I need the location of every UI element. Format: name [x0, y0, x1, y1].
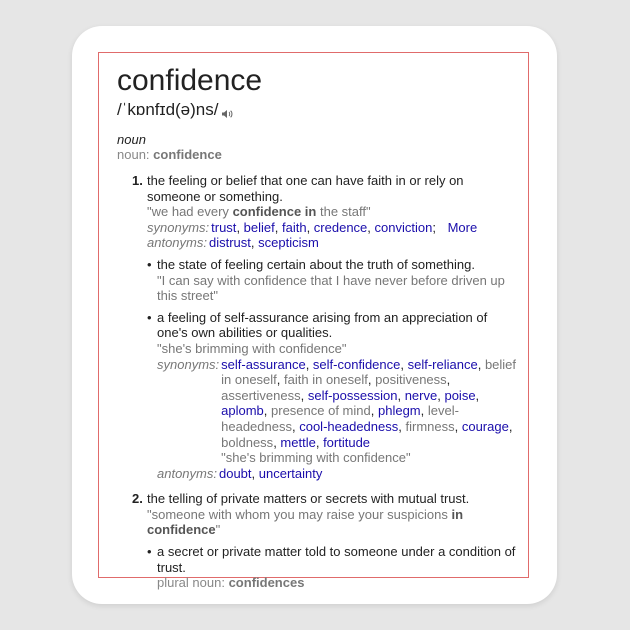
synonyms-list: self-assurance, self-confidence, self-reliance, belief in oneself, faith in oneself, positiveness, assertiveness, self-possession, nerve, poise, aplomb, presence of mind, phlegm, level-headedness, cool-headedness, firmness, courage, boldness, mettle, fortitude "she's brimming with confidence" — [221, 357, 520, 466]
subsense — [147, 256, 520, 304]
example-text: " — [215, 522, 221, 538]
antonym-link[interactable]: doubt — [218, 465, 252, 481]
synonym-link[interactable]: credence — [313, 219, 368, 235]
synonyms-label: synonyms: — [147, 219, 210, 235]
synonym-link[interactable]: faith — [281, 219, 307, 235]
noun-form: confidence — [153, 147, 222, 162]
synonym-link[interactable]: self-assurance — [221, 356, 306, 372]
headword: confidence — [117, 64, 263, 97]
synonyms-row — [157, 357, 520, 466]
synonym-link[interactable]: belief — [243, 219, 275, 235]
plural-form: confidences — [228, 575, 305, 591]
synonym-link[interactable]: fortitude — [323, 434, 371, 450]
synonym-link[interactable]: nerve — [404, 387, 438, 403]
synonym-link[interactable]: cool-headedness — [299, 418, 399, 434]
sense-number: 2. — [132, 491, 143, 507]
sense-number: 1. — [132, 173, 143, 188]
example-text: "someone with whom you may raise your suspicions — [147, 506, 452, 522]
synonym-text: faith in oneself — [284, 372, 368, 388]
antonym-link[interactable]: scepticism — [258, 235, 319, 251]
synonym-link[interactable]: phlegm — [377, 403, 421, 419]
part-of-speech: noun — [117, 132, 146, 147]
more-synonyms-link[interactable]: More — [447, 219, 478, 235]
synonyms-label: synonyms: — [157, 356, 220, 372]
antonyms-row — [147, 235, 520, 251]
pronunciation — [117, 99, 520, 121]
subsense — [147, 309, 520, 482]
definition: a secret or private matter told to someone under a condition of trust. — [157, 544, 516, 575]
subsense — [147, 544, 520, 591]
synonym-link[interactable]: poise — [444, 387, 476, 403]
example-bold: in confidence — [147, 506, 464, 538]
example: "she's brimming with confidence" — [157, 340, 347, 356]
speaker-icon[interactable] — [221, 109, 233, 119]
definition: a feeling of self-assurance arising from an appreciation of one's own abilities or qualities. — [157, 309, 488, 341]
synonym-text: presence of mind — [271, 403, 371, 419]
synonym-link[interactable]: self-reliance — [407, 356, 478, 372]
synonym-text: positiveness — [375, 372, 447, 388]
plural-line — [157, 575, 520, 591]
example: "I can say with confidence that I have never before driven up this street" — [157, 272, 505, 304]
synonym-link[interactable]: self-possession — [307, 387, 398, 403]
antonyms-row — [157, 466, 520, 482]
synonym-text: assertiveness — [221, 387, 301, 403]
synonym-link[interactable]: conviction — [374, 219, 433, 235]
sense-1 — [132, 173, 520, 481]
antonym-link[interactable]: uncertainty — [258, 465, 323, 481]
bullet: • — [147, 309, 152, 325]
antonym-link[interactable]: distrust — [208, 235, 251, 251]
noun-form-prefix: noun: — [117, 147, 150, 162]
plural-prefix: plural noun: — [157, 575, 225, 591]
bullet: • — [147, 544, 152, 560]
antonyms-label: antonyms: — [157, 465, 217, 481]
synonym-link[interactable]: self-confidence — [312, 356, 401, 372]
synonym-text: level-headedness — [221, 403, 459, 434]
antonyms-list: distrust, scepticism — [208, 235, 319, 251]
dictionary-card — [98, 52, 529, 591]
noun-form-line — [117, 147, 520, 163]
example — [147, 507, 520, 538]
synonym-text: boldness — [221, 434, 274, 450]
definition: the state of feeling certain about the truth of something. — [157, 256, 475, 272]
sense-2 — [132, 491, 520, 591]
synonym-link[interactable]: courage — [461, 418, 509, 434]
example-text: "we had every — [147, 204, 233, 220]
synonym-link[interactable]: trust — [211, 219, 237, 235]
example-bold: confidence in — [232, 204, 317, 220]
example — [147, 204, 520, 220]
definition: the telling of private matters or secrets with mutual trust. — [147, 491, 470, 507]
synonyms-list: trust, belief, faith, credence, conviction; More — [211, 219, 478, 235]
synonym-link[interactable]: aplomb — [221, 403, 264, 419]
bullet: • — [147, 256, 152, 272]
example-text: the staff" — [316, 204, 371, 220]
synonyms-row — [147, 220, 520, 236]
antonyms-list: doubt, uncertainty — [218, 465, 323, 481]
phonetic-text: /ˈkɒnfɪd(ə)ns/ — [117, 100, 219, 119]
synonym-example: "she's brimming with confidence" — [221, 450, 411, 466]
antonyms-label: antonyms: — [147, 235, 207, 251]
synonym-link[interactable]: mettle — [280, 434, 316, 450]
card-content — [117, 63, 520, 591]
synonym-text: firmness — [405, 418, 455, 434]
synonym-text: belief in oneself — [221, 356, 517, 388]
definition: the feeling or belief that one can have faith in or rely on someone or something. — [147, 173, 464, 204]
